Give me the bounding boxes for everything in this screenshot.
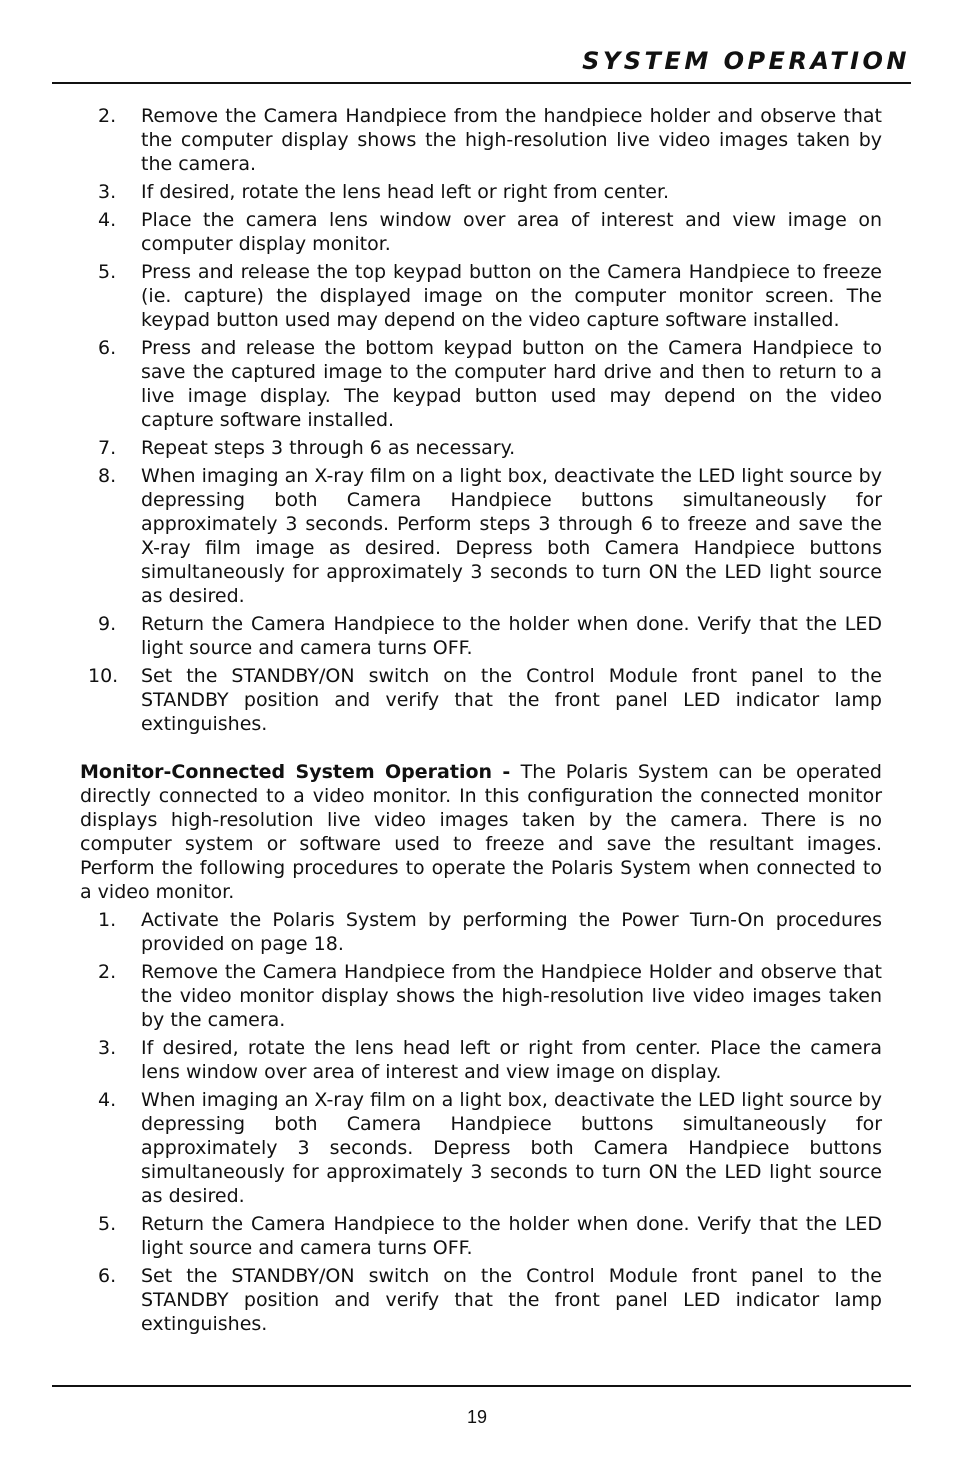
- step-number: 3.: [98, 1037, 117, 1059]
- step-text: Return the Camera Handpiece to the holder when done. Verify that the LED light source and camera turns OFF.: [141, 1213, 882, 1259]
- step-number: 4.: [98, 209, 117, 231]
- list-item: [80, 1264, 882, 1336]
- step-text: If desired, rotate the lens head left or right from center.: [141, 181, 670, 203]
- step-text: Activate the Polaris System by performing the Power Turn-On procedures provided on page 18.: [141, 909, 882, 955]
- step-number: 5.: [98, 261, 117, 283]
- step-number: 4.: [98, 1089, 117, 1111]
- section-heading: Monitor-Connected System Operation -: [80, 761, 521, 783]
- step-text: Set the STANDBY/ON switch on the Control Module front panel to the STANDBY position and verify that the front panel LED indicator lamp extinguishes.: [141, 1265, 882, 1335]
- header-rule: [52, 82, 911, 84]
- list-item: [80, 1088, 882, 1208]
- step-number: 6.: [98, 1265, 117, 1287]
- computer-procedure-list: [80, 104, 882, 736]
- list-item: [80, 436, 882, 460]
- step-text: Remove the Camera Handpiece from the handpiece holder and observe that the computer display shows the high-resolution live video images taken by the camera.: [141, 105, 882, 175]
- step-text: Return the Camera Handpiece to the holder when done. Verify that the LED light source and camera turns OFF.: [141, 613, 882, 659]
- step-text: Repeat steps 3 through 6 as necessary.: [141, 437, 516, 459]
- step-text: If desired, rotate the lens head left or right from center. Place the camera lens window over area of interest and view image on display.: [141, 1037, 882, 1083]
- monitor-connected-section: [80, 760, 882, 904]
- step-number: 10.: [88, 665, 119, 687]
- monitor-procedure-list: [80, 908, 882, 1336]
- list-item: [80, 208, 882, 256]
- section-body: The Polaris System can be operated directly connected to a video monitor. In this configuration the connected monitor displays high-resolution live video images taken by the camera. There is no computer system or software used to freeze and save the resultant images. Perform the following procedures to operate the Polaris System when connected to a video monitor.: [80, 761, 882, 903]
- step-text: Place the camera lens window over area of interest and view image on computer display monitor.: [141, 209, 882, 255]
- list-item: [80, 180, 882, 204]
- step-number: 8.: [98, 465, 117, 487]
- step-number: 2.: [98, 105, 117, 127]
- page-content: [80, 104, 882, 1340]
- list-item: [80, 104, 882, 176]
- step-number: 2.: [98, 961, 117, 983]
- list-item: [80, 960, 882, 1032]
- step-number: 5.: [98, 1213, 117, 1235]
- list-item: [80, 336, 882, 432]
- step-text: When imaging an X-ray film on a light box, deactivate the LED light source by depressing both Camera Handpiece buttons simultaneously for approximately 3 seconds. Depress both Camera Handpiece buttons simultaneously for approximately 3 seconds to turn ON the LED light source as desired.: [141, 1089, 882, 1207]
- step-text: Press and release the top keypad button on the Camera Handpiece to freeze (ie. capture) the displayed image on the computer monitor screen. The keypad button used may depend on the video capture software installed.: [141, 261, 882, 331]
- list-item: [80, 1212, 882, 1260]
- page-number: 19: [466, 1407, 488, 1427]
- footer-rule: [52, 1385, 911, 1387]
- step-number: 1.: [98, 909, 117, 931]
- step-number: 6.: [98, 337, 117, 359]
- step-number: 7.: [98, 437, 117, 459]
- list-item: [80, 464, 882, 608]
- page-header-title: SYSTEM OPERATION: [582, 47, 910, 75]
- step-number: 9.: [98, 613, 117, 635]
- step-number: 3.: [98, 181, 117, 203]
- step-text: Remove the Camera Handpiece from the Handpiece Holder and observe that the video monitor display shows the high-resolution live video images taken by the camera.: [141, 961, 882, 1031]
- list-item: [80, 1036, 882, 1084]
- list-item: [80, 908, 882, 956]
- step-text: Press and release the bottom keypad button on the Camera Handpiece to save the captured image to the computer hard drive and then to return to a live image display. The keypad button used may depend on the video capture software installed.: [141, 337, 882, 431]
- step-text: Set the STANDBY/ON switch on the Control Module front panel to the STANDBY position and verify that the front panel LED indicator lamp extinguishes.: [141, 665, 882, 735]
- list-item: [80, 664, 882, 736]
- list-item: [80, 612, 882, 660]
- step-text: When imaging an X-ray film on a light box, deactivate the LED light source by depressing both Camera Handpiece buttons simultaneously for approximately 3 seconds. Perform steps 3 through 6 to freeze and save the X-ray film image as desired. Depress both Camera Handpiece buttons simultaneously for approximately 3 seconds to turn ON the LED light source as desired.: [141, 465, 882, 607]
- list-item: [80, 260, 882, 332]
